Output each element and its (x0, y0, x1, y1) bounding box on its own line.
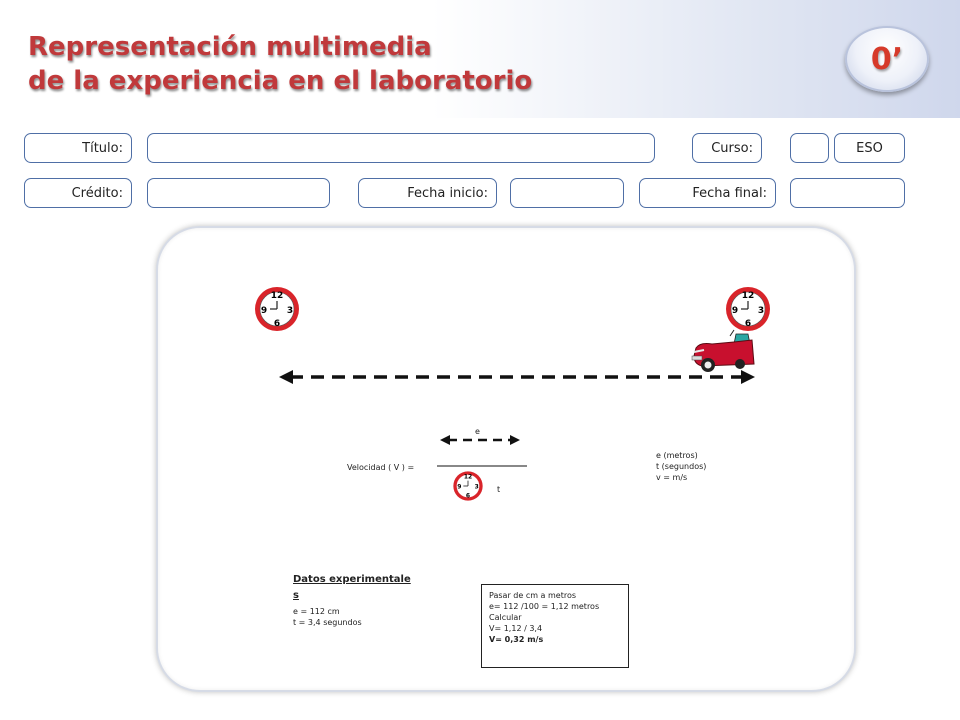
clock-number-9: 9 (731, 306, 739, 316)
fecha-inicio-label: Fecha inicio: (358, 178, 497, 208)
curso-label: Curso: (692, 133, 762, 163)
clock-number-6: 6 (744, 319, 752, 329)
clock-number-6: 6 (465, 492, 471, 500)
units-line-e: e (metros) (656, 451, 698, 460)
credito-label: Crédito: (24, 178, 132, 208)
calc-line-1: Pasar de cm a metros (489, 591, 577, 600)
units-line-t: t (segundos) (656, 462, 707, 471)
level-badge: 0’ (845, 26, 929, 92)
datos-title: Datos experimentales (293, 574, 411, 601)
calculation-box (481, 584, 629, 668)
clock-icon-small (452, 470, 484, 502)
calc-line-3: Calcular (489, 613, 522, 622)
clock-number-3: 3 (474, 483, 479, 491)
clock-number-12: 12 (463, 473, 473, 481)
units-legend (656, 450, 706, 483)
e-label: e (475, 427, 480, 436)
page-title-line-2: de la experiencia en el laboratorio (28, 66, 533, 96)
clock-number-12: 12 (270, 291, 284, 301)
eso-label: ESO (834, 133, 905, 163)
datos-line-t: t = 3,4 segundos (293, 618, 362, 627)
calc-result: V= 0,32 m/s (489, 635, 544, 644)
titulo-label: Título: (24, 133, 132, 163)
fecha-final-label: Fecha final: (639, 178, 776, 208)
velocidad-label: Velocidad ( V ) = (347, 463, 415, 472)
clock-number-3: 3 (286, 306, 294, 316)
clock-number-6: 6 (273, 319, 281, 329)
calc-line-4: V= 1,12 / 3,4 (489, 624, 543, 633)
page-title-line-1: Representación multimedia (28, 32, 432, 62)
units-line-v: v = m/s (656, 473, 688, 482)
clock-number-12: 12 (741, 291, 755, 301)
datos-values (293, 606, 362, 628)
t-label: t (497, 485, 501, 494)
clock-number-9: 9 (457, 483, 462, 491)
clock-number-9: 9 (260, 306, 268, 316)
datos-line-e: e = 112 cm (293, 607, 340, 616)
clock-number-3: 3 (757, 306, 765, 316)
calc-line-2: e= 112 /100 = 1,12 metros (489, 602, 600, 611)
